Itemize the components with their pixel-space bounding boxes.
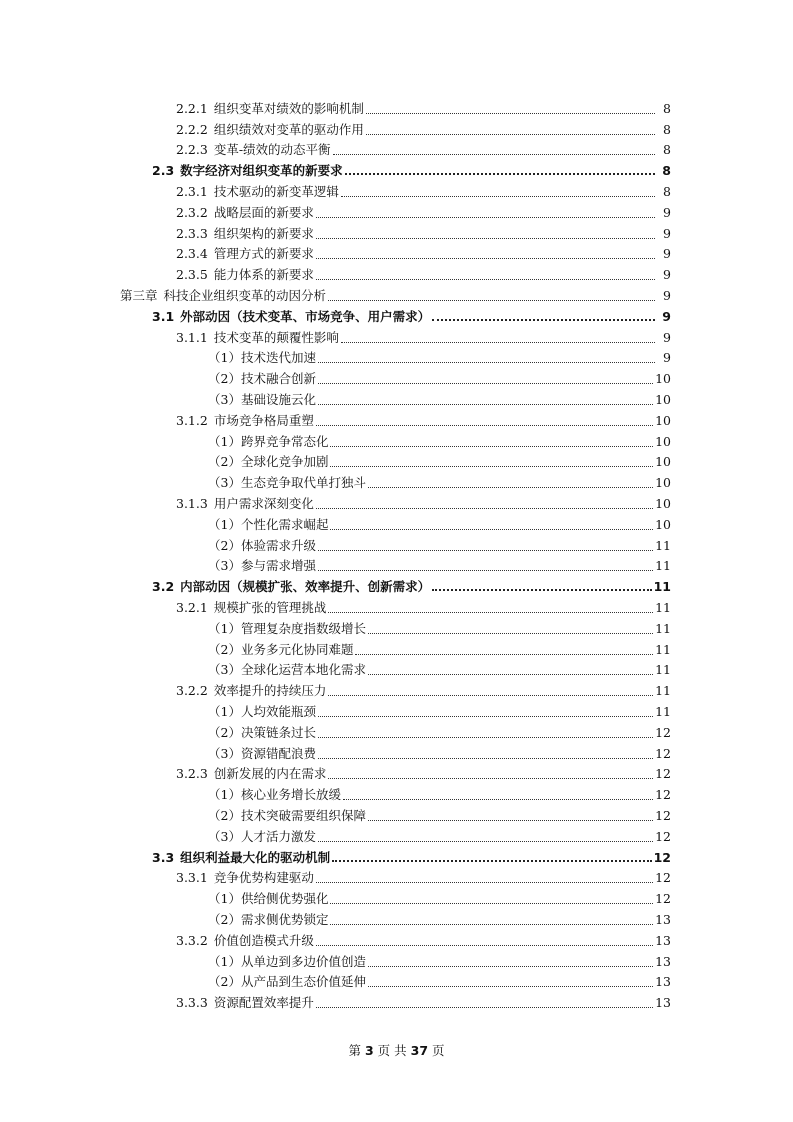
page-footer — [0, 1041, 793, 1059]
toc-entry-number: 3.1.2 — [176, 412, 208, 428]
toc-entry[interactable] — [176, 762, 671, 783]
toc-entry[interactable] — [208, 886, 671, 907]
toc-entry-page: 9 — [663, 204, 671, 220]
toc-entry-title: 技术融合创新 — [240, 371, 316, 387]
toc-entry-number: （2） — [208, 641, 241, 657]
toc-leader-dots — [366, 112, 655, 114]
toc-entry-number: （1） — [208, 891, 241, 907]
toc-entry[interactable] — [176, 928, 671, 949]
toc-entry-title: 技术突破需要组织保障 — [240, 807, 366, 823]
toc-entry[interactable] — [208, 512, 671, 533]
toc-entry-page: 8 — [663, 142, 671, 158]
toc-entry-number: 3.1.1 — [176, 329, 208, 345]
toc-leader-dots — [318, 403, 653, 405]
toc-leader-dots — [316, 881, 653, 883]
toc-entry-title: 人均效能瓶颈 — [240, 703, 316, 719]
toc-entry-page: 12 — [653, 849, 671, 865]
toc-entry-number: （1） — [208, 703, 241, 719]
toc-entry[interactable] — [176, 96, 671, 117]
toc-entry-number: （3） — [208, 745, 241, 761]
toc-entry-number: （3） — [208, 828, 241, 844]
toc-entry-page: 12 — [655, 828, 671, 844]
toc-entry-page: 10 — [655, 454, 671, 470]
toc-entry-page: 8 — [663, 183, 671, 199]
toc-entry-page: 11 — [655, 537, 671, 553]
toc-entry[interactable] — [208, 387, 671, 408]
toc-entry-number: （2） — [208, 974, 241, 990]
toc-entry-page: 12 — [655, 891, 671, 907]
toc-entry-number: 2.2.1 — [176, 100, 208, 116]
toc-entry-page: 10 — [655, 516, 671, 532]
toc-entry-page: 9 — [663, 287, 671, 303]
toc-entry[interactable] — [176, 138, 671, 159]
toc-entry-number: （1） — [208, 433, 241, 449]
toc-leader-dots — [333, 153, 655, 155]
current-page-number: 3 — [364, 1043, 374, 1058]
toc-entry[interactable] — [152, 845, 671, 866]
toc-entry[interactable] — [208, 970, 671, 991]
toc-entry-title: 规模扩张的管理挑战 — [213, 599, 327, 615]
toc-leader-dots — [330, 465, 653, 467]
toc-entry-title: 市场竞争格局重塑 — [213, 412, 314, 428]
toc-leader-dots — [316, 1006, 653, 1008]
toc-entry-title: 竞争优势构建驱动 — [213, 870, 314, 886]
toc-entry-title: 组织利益最大化的驱动机制 — [180, 849, 331, 865]
toc-entry-number: 第三章 — [120, 287, 158, 303]
toc-leader-dots — [318, 840, 653, 842]
toc-entry-number: （2） — [208, 807, 241, 823]
toc-entry-title: 供给侧优势强化 — [240, 891, 329, 907]
toc-leader-dots — [345, 172, 655, 175]
toc-entry-title: 创新发展的内在需求 — [213, 766, 327, 782]
toc-leader-dots — [318, 361, 655, 363]
toc-entry[interactable] — [208, 720, 671, 741]
toc-entry-page: 11 — [655, 703, 671, 719]
toc-entry-page: 10 — [655, 495, 671, 511]
toc-entry[interactable] — [176, 221, 671, 242]
toc-entry-page: 11 — [655, 620, 671, 636]
toc-entry[interactable] — [208, 803, 671, 824]
toc-leader-dots — [328, 694, 653, 696]
toc-entry[interactable] — [208, 616, 671, 637]
toc-entry[interactable] — [208, 470, 671, 491]
toc-leader-dots — [330, 902, 653, 904]
toc-entry[interactable] — [176, 678, 671, 699]
toc-entry-page: 9 — [662, 308, 671, 324]
toc-entry[interactable] — [176, 117, 671, 138]
toc-entry-page: 11 — [655, 599, 671, 615]
toc-entry-title: 生态竞争取代单打独斗 — [240, 475, 366, 491]
toc-entry-title: 科技企业组织变革的动因分析 — [163, 287, 327, 303]
toc-entry[interactable] — [152, 158, 671, 179]
toc-entry-title: 资源配置效率提升 — [213, 995, 314, 1011]
toc-entry-title: 需求侧优势锁定 — [240, 911, 329, 927]
toc-entry-title: 变革-绩效的动态平衡 — [213, 142, 331, 158]
toc-entry-number: （1） — [208, 787, 241, 803]
toc-leader-dots — [341, 195, 655, 197]
toc-leader-dots — [316, 424, 653, 426]
toc-entry[interactable] — [208, 554, 671, 575]
toc-entry-title: 内部动因（规模扩张、效率提升、创新需求） — [180, 579, 431, 595]
toc-entry-title: 基础设施云化 — [240, 391, 316, 407]
toc-entry-title: 核心业务增长放缓 — [240, 787, 341, 803]
toc-entry-number: 3.3.1 — [176, 870, 208, 886]
toc-entry-number: 2.3.1 — [176, 183, 208, 199]
toc-entry[interactable] — [176, 325, 671, 346]
toc-entry-title: 个性化需求崛起 — [240, 516, 329, 532]
toc-entry[interactable] — [120, 283, 671, 304]
toc-entry[interactable] — [208, 450, 671, 471]
toc-leader-dots — [368, 673, 653, 675]
toc-entry-number: （1） — [208, 516, 241, 532]
toc-leader-dots — [368, 632, 653, 634]
toc-entry-number: 2.2.3 — [176, 142, 208, 158]
toc-leader-dots — [366, 133, 655, 135]
toc-entry-number: 2.3.2 — [176, 204, 208, 220]
toc-entry-title: 决策链条过长 — [240, 724, 316, 740]
toc-entry-page: 10 — [655, 475, 671, 491]
toc-leader-dots — [316, 257, 655, 259]
toc-entry[interactable] — [176, 179, 671, 200]
toc-entry-number: 2.3.5 — [176, 267, 208, 283]
toc-leader-dots — [432, 588, 651, 591]
toc-entry-number: （1） — [208, 620, 241, 636]
toc-leader-dots — [368, 965, 653, 967]
footer-prefix: 第 — [348, 1043, 361, 1058]
toc-leader-dots — [316, 944, 653, 946]
toc-entry[interactable] — [208, 346, 671, 367]
toc-entry[interactable] — [208, 741, 671, 762]
toc-entry-title: 外部动因（技术变革、市场竞争、用户需求） — [180, 308, 431, 324]
toc-entry-number: （2） — [208, 911, 241, 927]
toc-leader-dots — [368, 819, 653, 821]
toc-entry[interactable] — [176, 408, 671, 429]
toc-entry-page: 9 — [663, 329, 671, 345]
toc-entry-page: 11 — [655, 662, 671, 678]
toc-leader-dots — [330, 923, 653, 925]
toc-entry-number: 2.2.2 — [176, 121, 208, 137]
toc-entry-page: 12 — [655, 870, 671, 886]
toc-entry[interactable] — [152, 574, 671, 595]
toc-entry-title: 跨界竞争常态化 — [240, 433, 329, 449]
toc-entry-number: （3） — [208, 475, 241, 491]
toc-entry-number: 3.2 — [152, 579, 175, 595]
toc-leader-dots — [318, 382, 653, 384]
toc-entry-title: 能力体系的新要求 — [213, 267, 314, 283]
toc-entry[interactable] — [208, 907, 671, 928]
toc-entry[interactable] — [208, 782, 671, 803]
toc-entry-page: 13 — [655, 932, 671, 948]
toc-leader-dots — [368, 985, 653, 987]
toc-entry-number: 2.3 — [152, 163, 175, 179]
toc-entry-page: 9 — [663, 267, 671, 283]
toc-leader-dots — [316, 216, 655, 218]
toc-entry-number: （2） — [208, 371, 241, 387]
toc-entry-number: 3.3 — [152, 849, 175, 865]
toc-entry-page: 11 — [655, 683, 671, 699]
toc-leader-dots — [318, 757, 653, 759]
toc-entry-title: 业务多元化协同难题 — [240, 641, 354, 657]
toc-entry-title: 管理复杂度指数级增长 — [240, 620, 366, 636]
toc-entry-title: 从单边到多边价值创造 — [240, 953, 366, 969]
toc-entry-page: 13 — [655, 911, 671, 927]
toc-entry-page: 11 — [655, 558, 671, 574]
toc-entry[interactable] — [208, 429, 671, 450]
toc-leader-dots — [330, 445, 653, 447]
toc-entry-title: 用户需求深刻变化 — [213, 495, 314, 511]
toc-entry-page: 9 — [663, 350, 671, 366]
toc-entry-number: 2.3.3 — [176, 225, 208, 241]
toc-entry-page: 10 — [655, 433, 671, 449]
toc-entry-page: 8 — [663, 100, 671, 116]
toc-entry-number: 3.3.3 — [176, 995, 208, 1011]
toc-entry-number: （2） — [208, 454, 241, 470]
toc-entry-page: 11 — [653, 579, 671, 595]
toc-entry-title: 价值创造模式升级 — [213, 932, 314, 948]
toc-entry-number: 3.3.2 — [176, 932, 208, 948]
toc-entry-title: 数字经济对组织变革的新要求 — [180, 163, 343, 179]
toc-entry[interactable] — [176, 242, 671, 263]
toc-entry-number: 3.2.1 — [176, 599, 208, 615]
total-page-count: 37 — [410, 1043, 429, 1058]
toc-entry-page: 11 — [655, 641, 671, 657]
toc-entry-page: 12 — [655, 807, 671, 823]
toc-entry-page: 9 — [663, 225, 671, 241]
toc-entry-title: 管理方式的新要求 — [213, 246, 314, 262]
toc-entry-title: 技术驱动的新变革逻辑 — [213, 183, 339, 199]
toc-entry-number: 3.1 — [152, 308, 175, 324]
toc-entry[interactable] — [208, 637, 671, 658]
toc-entry[interactable] — [176, 595, 671, 616]
toc-entry[interactable] — [176, 990, 671, 1011]
toc-entry-title: 全球化竞争加剧 — [240, 454, 329, 470]
toc-entry-title: 从产品到生态价值延伸 — [240, 974, 366, 990]
toc-entry-title: 组织架构的新要求 — [213, 225, 314, 241]
toc-entry-number: （3） — [208, 391, 241, 407]
toc-leader-dots — [355, 653, 653, 655]
toc-entry-title: 技术迭代加速 — [240, 350, 316, 366]
toc-leader-dots — [318, 715, 653, 717]
toc-entry-title: 战略层面的新要求 — [213, 204, 314, 220]
toc-leader-dots — [316, 237, 655, 239]
toc-entry-number: （3） — [208, 662, 241, 678]
toc-leader-dots — [332, 859, 651, 862]
toc-entry-title: 效率提升的持续压力 — [213, 683, 327, 699]
toc-entry-page: 10 — [655, 371, 671, 387]
toc-entry-page: 8 — [663, 121, 671, 137]
toc-entry[interactable] — [208, 949, 671, 970]
toc-leader-dots — [341, 341, 655, 343]
toc-entry-page: 13 — [655, 974, 671, 990]
toc-entry[interactable] — [176, 866, 671, 887]
toc-leader-dots — [318, 736, 653, 738]
toc-entry-number: （1） — [208, 350, 241, 366]
toc-entry-page: 10 — [655, 412, 671, 428]
toc-entry[interactable] — [176, 200, 671, 221]
toc-entry-page: 9 — [663, 246, 671, 262]
toc-leader-dots — [328, 777, 653, 779]
toc-leader-dots — [328, 611, 653, 613]
toc-entry-page: 10 — [655, 391, 671, 407]
toc-entry-page: 13 — [655, 995, 671, 1011]
toc-entry-title: 资源错配浪费 — [240, 745, 316, 761]
footer-suffix: 页 — [432, 1043, 445, 1058]
toc-entry-number: 3.2.3 — [176, 766, 208, 782]
toc-entry[interactable] — [208, 824, 671, 845]
toc-leader-dots — [316, 507, 653, 509]
toc-leader-dots — [343, 798, 653, 800]
toc-entry-title: 人才活力激发 — [240, 828, 316, 844]
toc-entry-number: （2） — [208, 537, 241, 553]
toc-leader-dots — [318, 569, 653, 571]
toc-leader-dots — [316, 278, 655, 280]
toc-leader-dots — [432, 318, 655, 321]
toc-leader-dots — [318, 549, 653, 551]
toc-entry-page: 13 — [655, 953, 671, 969]
toc-entry[interactable] — [208, 366, 671, 387]
toc-leader-dots — [328, 299, 655, 301]
footer-middle: 页 共 — [377, 1043, 407, 1058]
toc-entry-title: 组织变革对绩效的影响机制 — [213, 100, 364, 116]
toc-entry-title: 全球化运营本地化需求 — [240, 662, 366, 678]
toc-entry[interactable] — [208, 533, 671, 554]
toc-entry[interactable] — [152, 304, 671, 325]
toc-entry-number: 3.1.3 — [176, 495, 208, 511]
toc-entry-page: 12 — [655, 745, 671, 761]
toc-leader-dots — [330, 528, 653, 530]
toc-entry[interactable] — [176, 262, 671, 283]
toc-entry-title: 参与需求增强 — [240, 558, 316, 574]
toc-entry[interactable] — [208, 699, 671, 720]
toc-entry-page: 12 — [655, 787, 671, 803]
toc-entry-title: 技术变革的颠覆性影响 — [213, 329, 339, 345]
toc-entry-title: 体验需求升级 — [240, 537, 316, 553]
toc-entry-number: 2.3.4 — [176, 246, 208, 262]
toc-leader-dots — [368, 486, 653, 488]
toc-entry-page: 8 — [662, 163, 671, 179]
toc-entry-title: 组织绩效对变革的驱动作用 — [213, 121, 364, 137]
toc-entry-number: （2） — [208, 724, 241, 740]
toc-entry-number: （1） — [208, 953, 241, 969]
toc-entry-number: （3） — [208, 558, 241, 574]
toc-entry-page: 12 — [655, 766, 671, 782]
toc-entry[interactable] — [176, 491, 671, 512]
toc-entry-number: 3.2.2 — [176, 683, 208, 699]
toc-entry-page: 12 — [655, 724, 671, 740]
toc-entry[interactable] — [208, 658, 671, 679]
